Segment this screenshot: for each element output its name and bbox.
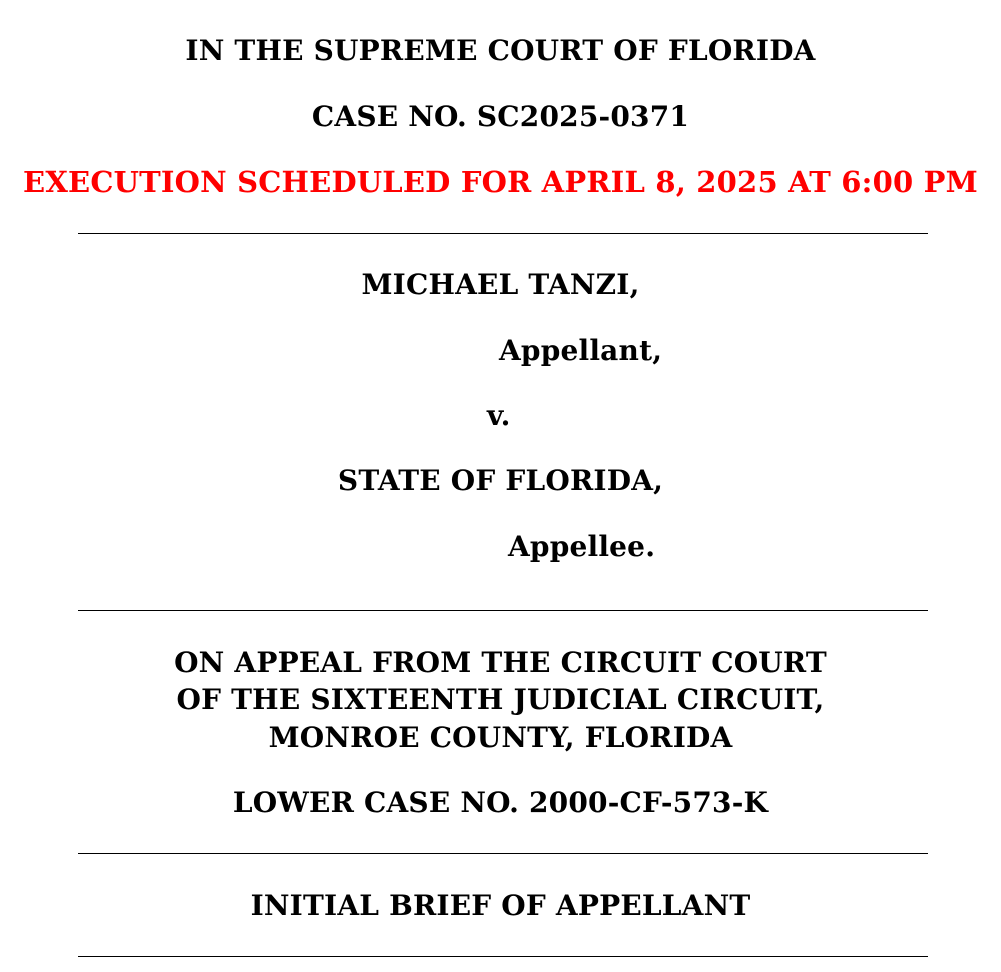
- appellant-name: MICHAEL TANZI,: [361, 268, 640, 301]
- lower-case-number: LOWER CASE NO. 2000-CF-573-K: [232, 786, 769, 819]
- divider-4: [78, 956, 928, 957]
- appeal-line-3: MONROE COUNTY, FLORIDA: [268, 721, 733, 754]
- appellee-name: STATE OF FLORIDA,: [337, 464, 664, 497]
- brief-title: INITIAL BRIEF OF APPELLANT: [250, 889, 751, 922]
- execution-notice: EXECUTION SCHEDULED FOR APRIL 8, 2025 AT 6:00 PM: [23, 165, 978, 199]
- appellant-role: Appellant,: [499, 334, 663, 367]
- versus: v.: [487, 399, 511, 432]
- divider-2: [78, 610, 928, 611]
- appeal-line-2: OF THE SIXTEENTH JUDICIAL CIRCUIT,: [176, 683, 825, 716]
- appeal-line-1: ON APPEAL FROM THE CIRCUIT COURT: [174, 646, 827, 679]
- case-number: CASE NO. SC2025-0371: [311, 100, 690, 133]
- court-heading: IN THE SUPREME COURT OF FLORIDA: [185, 34, 816, 67]
- divider-1: [78, 233, 928, 234]
- divider-3: [78, 853, 928, 854]
- appellee-role: Appellee.: [508, 530, 656, 563]
